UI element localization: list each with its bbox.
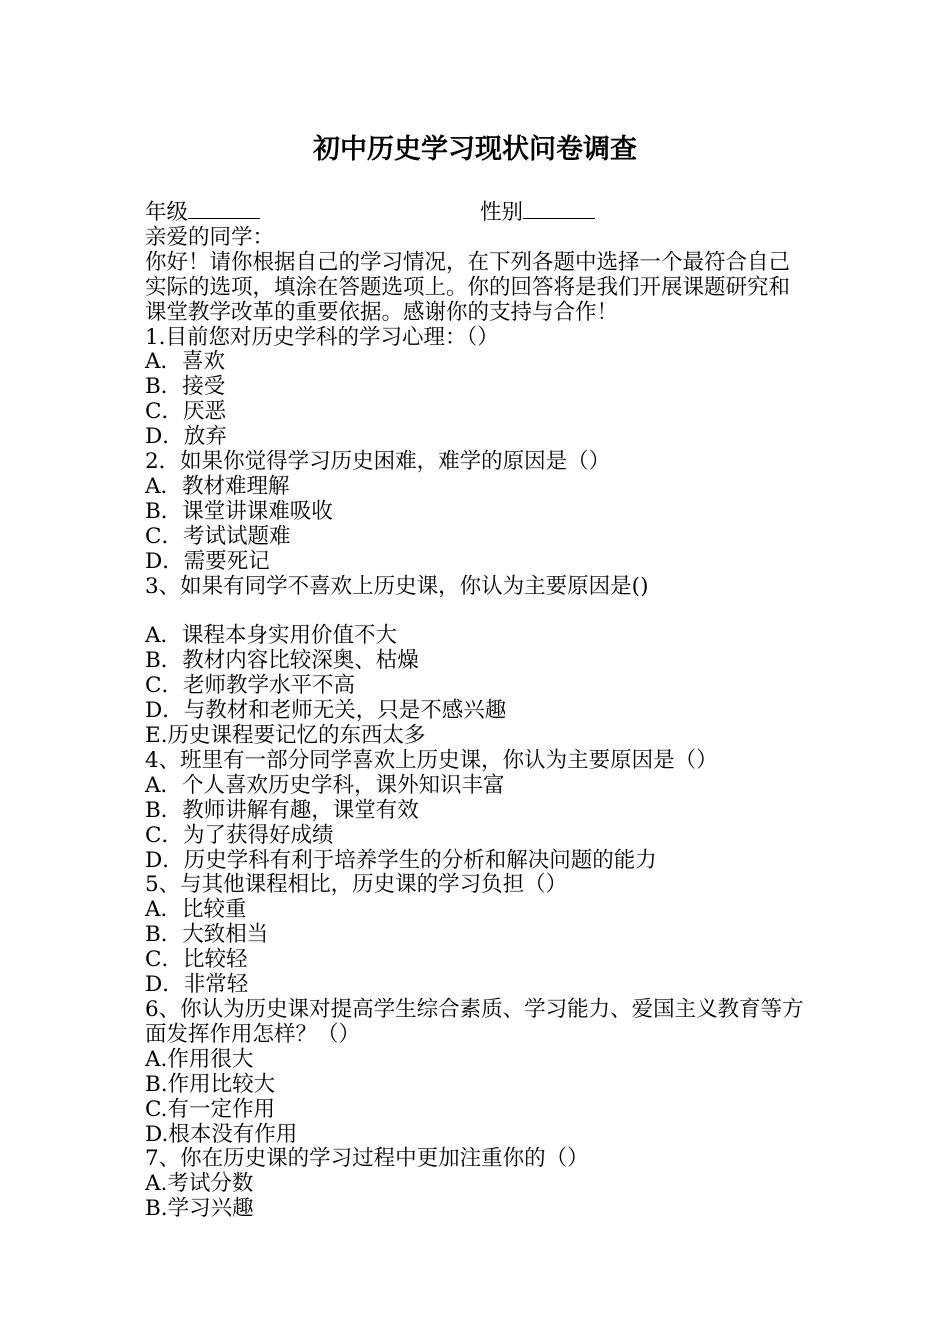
q4-option-a: A．个人喜欢历史学科，课外知识丰富 <box>145 772 505 798</box>
q1-option-d: D．放弃 <box>145 424 227 450</box>
question-2: 2．如果你觉得学习历史困难，难学的原因是（） <box>145 449 611 475</box>
q2-option-a: A．教材难理解 <box>145 473 290 499</box>
q1-option-b: B．接受 <box>145 374 226 400</box>
question-5: 5、与其他课程相比，历史课的学习负担（） <box>145 872 568 898</box>
intro-paragraph: 你好！请你根据自己的学习情况，在下列各题中选择一个最符合自己实际的选项，填涂在答题选项上。你的回答将是我们开展课题研究和课堂教学改革的重要依据。感谢你的支持与合作！ <box>145 249 791 325</box>
q2-option-d: D．需要死记 <box>145 548 270 574</box>
question-4: 4、班里有一部分同学喜欢上历史课，你认为主要原因是（） <box>145 747 718 773</box>
q5-option-d: D．非常轻 <box>145 972 249 998</box>
q1-option-a: A．喜欢 <box>145 349 226 375</box>
q7-option-a: A.考试分数 <box>145 1171 254 1197</box>
q3-option-b: B．教材内容比较深奥、枯燥 <box>145 648 419 674</box>
greeting: 亲爱的同学： <box>145 224 275 250</box>
grade-blank <box>188 198 260 219</box>
q7-option-b: B.学习兴趣 <box>145 1196 254 1222</box>
document-title: 初中历史学习现状问卷调查 <box>313 134 637 165</box>
gender-label: 性别 <box>480 200 524 225</box>
q4-option-d: D．历史学科有利于培养学生的分析和解决问题的能力 <box>145 847 657 873</box>
questionnaire-body <box>145 198 810 1222</box>
blank-line <box>145 600 810 625</box>
q5-option-b: B．大致相当 <box>145 922 269 948</box>
question-3: 3、如果有同学不喜欢上历史课，你认为主要原因是() <box>145 573 649 599</box>
grade-field <box>145 198 480 226</box>
q6-option-c: C.有一定作用 <box>145 1096 276 1122</box>
question-1: 1.目前您对历史学科的学习心理：（） <box>145 324 499 350</box>
question-7: 7、你在历史课的学习过程中更加注重你的（） <box>145 1146 589 1172</box>
gender-blank <box>523 198 595 219</box>
q6-option-a: A.作用很大 <box>145 1046 254 1072</box>
q4-option-b: B．教师讲解有趣，课堂有效 <box>145 797 419 823</box>
q1-option-c: C．厌恶 <box>145 399 226 425</box>
q2-option-b: B．课堂讲课难吸收 <box>145 498 333 524</box>
question-6: 6、你认为历史课对提高学生综合素质、学习能力、爱国主义教育等方面发挥作用怎样？（） <box>145 996 804 1047</box>
q2-option-c: C．考试试题难 <box>145 523 291 549</box>
gender-field <box>480 198 595 226</box>
grade-label: 年级 <box>145 200 189 225</box>
q6-option-d: D.根本没有作用 <box>145 1121 298 1147</box>
q5-option-c: C．比较轻 <box>145 947 248 973</box>
q3-option-c: C．老师教学水平不高 <box>145 673 355 699</box>
q3-option-e: E.历史课程要记忆的东西太多 <box>145 723 426 749</box>
info-row <box>145 198 810 226</box>
q6-option-b: B.作用比较大 <box>145 1071 276 1097</box>
q5-option-a: A．比较重 <box>145 897 247 923</box>
q4-option-c: C．为了获得好成绩 <box>145 822 334 848</box>
q3-option-d: D．与教材和老师无关，只是不感兴趣 <box>145 698 507 724</box>
q3-option-a: A．课程本身实用价值不大 <box>145 623 398 649</box>
